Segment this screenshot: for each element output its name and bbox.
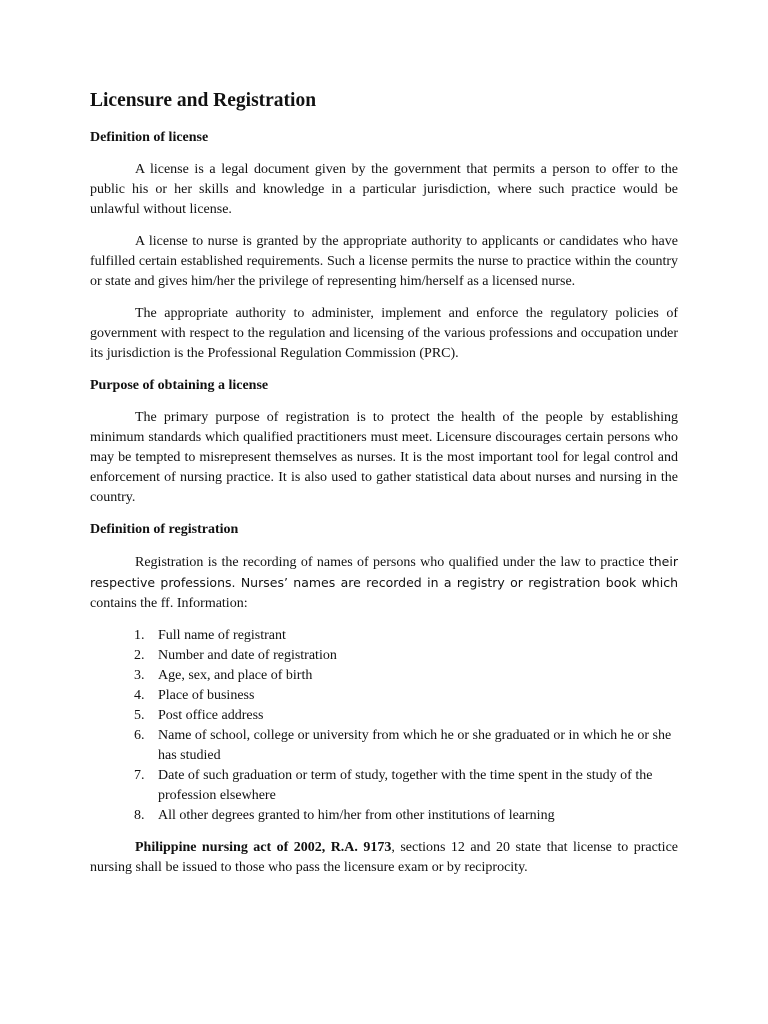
heading-definition-of-registration: Definition of registration [90,522,239,537]
list-item [90,766,678,806]
list-item-number: 3. [134,668,145,683]
document-page [90,88,678,890]
list-item-text: Date of such graduation or term of study, together with the time spent in the study of the profession elsewhere [158,768,653,803]
list-item-text: Full name of registrant [158,628,286,643]
list-item-number: 2. [134,648,145,663]
nursing-act-text: , sections 12 and 20 state that license to practice nursing shall be issued to those who pass the licensure exam or by reciprocity. [90,840,678,875]
list-item [90,806,678,826]
paragraph-license-to-nurse: A license to nurse is granted by the appropriate authority to applicants or candidates who have fulfilled certain established requirements. Such a license permits the nurse to practice within the country or state and gives him/her the privilege of representing him/herself as a licensed nurse. [90,234,678,289]
list-item-text: Place of business [158,688,255,703]
list-item-text: All other degrees granted to him/her from other institutions of learning [158,808,555,823]
list-item [90,646,678,666]
list-item [90,706,678,726]
list-item-number: 5. [134,708,145,723]
heading-purpose-of-license: Purpose of obtaining a license [90,378,269,393]
registration-intro-part2: their respective professions. Nurses’ names are recorded in a registry or registration book which [90,554,678,590]
paragraph-purpose: The primary purpose of registration is to protect the health of the people by establishing minimum standards which qualified practitioners must meet. Licensure discourages certain persons who may be tempted to misrepresent themselves as nurses. It is the most important tool for legal control and enforcement of nursing practice. It is also used to gather statistical data about nurses and nursing in the country. [90,410,678,505]
heading-definition-of-license: Definition of license [90,130,209,145]
registration-info-list [90,626,678,826]
list-item [90,686,678,706]
paragraph-nursing-act [90,838,678,878]
list-item-text: Name of school, college or university from which he or she graduated or in which he or she has studied [158,728,672,763]
list-item [90,626,678,646]
paragraph-prc: The appropriate authority to administer, implement and enforce the regulatory policies of government with respect to the regulation and licensing of the various professions and occupation under its jurisdiction is the Professional Regulation Commission (PRC). [90,306,678,361]
paragraph-license-definition: A license is a legal document given by the government that permits a person to offer to the public his or her skills and knowledge in a particular jurisdiction, where such practice would be unlawful without license. [90,162,678,217]
nursing-act-reference: Philippine nursing act of 2002, R.A. 9173 [135,840,392,855]
list-item-number: 7. [134,768,145,783]
list-item-number: 6. [134,728,145,743]
list-item-number: 4. [134,688,145,703]
registration-intro-part1: Registration is the recording of names of persons who qualified under the law to practice [135,555,649,570]
document-title: Licensure and Registration [90,90,317,111]
list-item [90,726,678,766]
list-item-text: Post office address [158,708,264,723]
list-item-number: 1. [134,628,145,643]
list-item-number: 8. [134,808,145,823]
list-item-text: Number and date of registration [158,648,337,663]
list-item [90,666,678,686]
paragraph-registration-definition [90,552,678,614]
registration-intro-part3: contains the ff. Information: [90,596,248,611]
list-item-text: Age, sex, and place of birth [158,668,313,683]
